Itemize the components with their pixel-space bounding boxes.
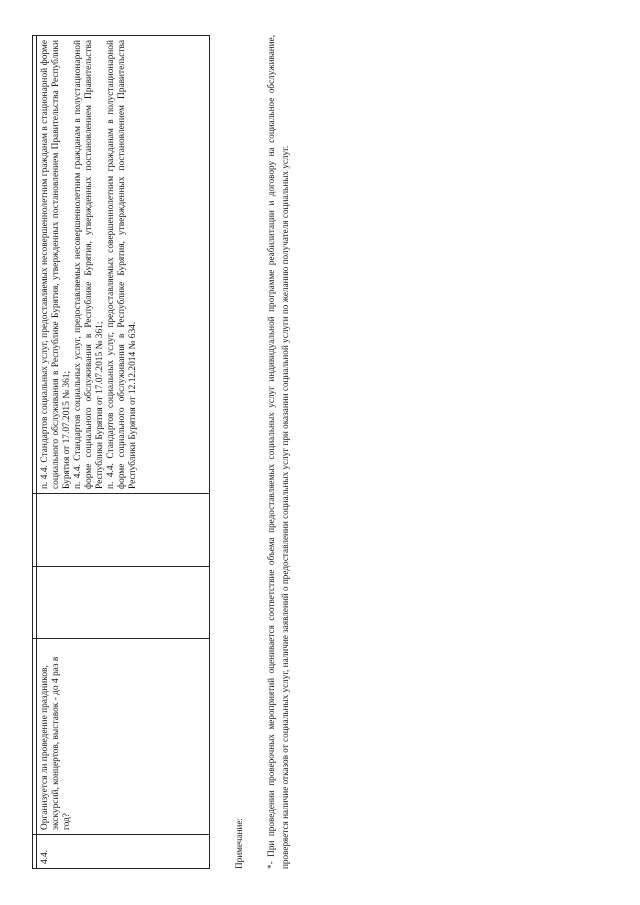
standard-item: п. 4.4. Стандартов социальных услуг, предоставляемых несовершеннолетним гражданам в стационарной форме социального обслуживания в Республике Бурятия, утвержденных постановлением Правительства Республики Бурятия от 17.07.2015 № 361; xyxy=(40,40,72,489)
standard-item: п. 4.4. Стандартов социальных услуг, предоставляемых несовершеннолетним гражданам в полустационарной форме социального обслуживания в Республике Бурятия, утвержденных постановлением Правительства Республики Бурятия от 17.07.2015 № 361; xyxy=(73,40,105,489)
answer-cell-2 xyxy=(37,494,210,567)
note-section xyxy=(232,35,292,869)
note-title: Примечание: xyxy=(234,818,244,869)
table-row xyxy=(37,36,210,869)
checklist-table xyxy=(32,35,210,869)
row-question: Организуется ли проведение праздников, экскурсий, концертов, выставок - до 4 раз в год? xyxy=(37,639,210,835)
answer-cell-1 xyxy=(37,567,210,639)
row-standards xyxy=(37,36,210,494)
standard-item: п. 4.4. Стандартов социальных услуг, предоставляемых совершеннолетним гражданам в полустационарной форме социального обслуживания в Республике Бурятия, утвержденных постановлением Правительства Республики Бурятия от 12.12.2014 № 634. xyxy=(106,40,138,489)
note-text: *- При проведении проверочных мероприятий оценивается соответствие объема предоставляемых социальных услуг индивидуальной программе реабилитации и договору на социальное обслуживание, проверяется наличие отказов от социальных услуг, наличие заявлений о предоставлении социальных услуг при оказании социальной услуги по желанию получателя социальных услуг. xyxy=(266,35,290,869)
row-number: 4.4. xyxy=(37,835,210,869)
